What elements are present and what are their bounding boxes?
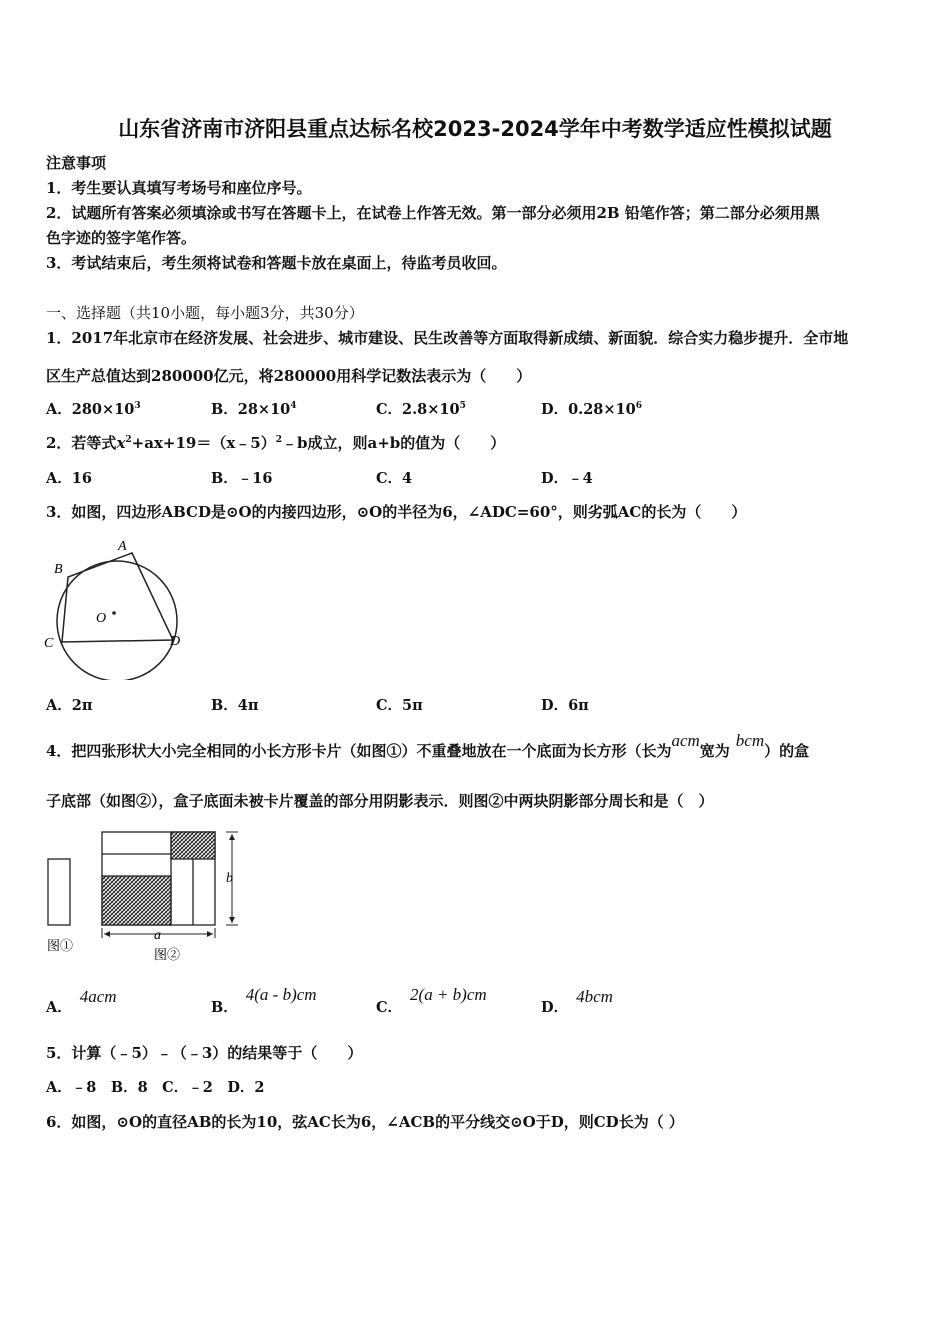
q1-option-b[interactable]: B．$28\times 10^4$	[211, 401, 297, 418]
quadrilateral-abcd	[62, 553, 173, 642]
page-title: 山东省济南市济阳县重点达标名校2023-2024学年中考数学适应性模拟试题	[118, 117, 832, 141]
notice-item-2-cont: 色字迹的签字笔作答。	[46, 229, 197, 247]
q4-line1: 4．把四张形状大小完全相同的小长方形卡片（如图①）不重叠地放在一个底面为长方形（长为acm宽为bcm）的盒	[46, 731, 810, 760]
q1-line2: 区生产总值达到280000亿元，将280000用科学记数法表示为（ ）	[46, 367, 532, 385]
q5-text: 5．计算（﹣5）﹣（﹣3）的结果等于（ ）	[46, 1044, 363, 1062]
label-a: a	[154, 928, 161, 943]
q1-option-c[interactable]: C．$2.8\times 10^5$	[376, 401, 466, 418]
shaded-top-right	[171, 832, 215, 859]
q4-line2: 子底部（如图②），盒子底面未被卡片覆盖的部分用阴影表示．则图②中两块阴影部分周长和是（ ）	[46, 792, 714, 810]
q1-line1: 1．2017年北京市在经济发展、社会进步、城市建设、民生改善等方面取得新成绩、新面貌．综合实力稳步提升．全市地	[46, 329, 849, 347]
q2-option-a[interactable]: A．16	[46, 470, 92, 487]
label-c: C	[44, 636, 54, 651]
q2-text: 2．若等式$x^2+ax+19=(x﹣5)^2﹣b$成立，则a+b的值为（ ）	[46, 434, 506, 452]
section-heading: 一、选择题（共10小题，每小题3分，共30分）	[46, 304, 364, 322]
fig1-caption: 图①	[47, 938, 74, 953]
q1-option-a[interactable]: A．$280\times 10^3$	[46, 401, 141, 418]
label-a: A	[118, 539, 127, 554]
q2-option-b[interactable]: B．﹣16	[211, 470, 273, 487]
q5-options[interactable]: A．﹣8 B．8 C．﹣2 D．2	[46, 1079, 265, 1096]
notice-item-3: 3．考试结束后，考生须将试卷和答题卡放在桌面上，待监考员收回。	[46, 254, 507, 272]
q3-option-a[interactable]: A．2π	[46, 697, 93, 714]
q4-card-figure	[44, 826, 254, 966]
center-dot	[112, 611, 116, 615]
label-d: D	[170, 634, 181, 649]
label-o: O	[96, 611, 107, 626]
q2-option-c[interactable]: C．4	[376, 470, 413, 487]
q1-option-d[interactable]: D．$0.28\times 10^6$	[541, 401, 642, 418]
q3-option-c[interactable]: C．5π	[376, 697, 423, 714]
fig1-card	[48, 859, 70, 925]
notice-item-1: 1．考生要认真填写考场号和座位序号。	[46, 179, 312, 197]
q6-text: 6．如图，⊙O的直径AB的长为10，弦AC长为6，∠ACB的平分线交⊙O于D，则CD长为（ ）	[46, 1113, 684, 1131]
q4-option-c[interactable]: C．2(a + b)cm	[376, 985, 487, 1016]
q3-option-d[interactable]: D．6π	[541, 697, 589, 714]
q4-option-a[interactable]: A．4acm	[46, 987, 117, 1016]
q3-option-b[interactable]: B．4π	[211, 697, 259, 714]
q2-option-d[interactable]: D．﹣4	[541, 470, 593, 487]
notice-heading: 注意事项	[46, 154, 107, 172]
q3-text: 3．如图，四边形ABCD是⊙O的内接四边形，⊙O的半径为6，∠ADC=60°，则劣弧AC的长为（ ）	[46, 503, 747, 521]
fig2-caption: 图②	[154, 947, 181, 962]
label-b: B	[54, 562, 63, 577]
q3-circle-figure	[40, 535, 190, 680]
q4-option-d[interactable]: D．4bcm	[541, 987, 613, 1016]
shaded-bottom-left	[102, 876, 171, 925]
circle-o	[57, 561, 177, 680]
label-b: b	[226, 871, 233, 886]
notice-item-2: 2．试题所有答案必须填涂或书写在答题卡上，在试卷上作答无效。第一部分必须用2B 铅笔作答；第二部分必须用黑	[46, 204, 820, 222]
q4-option-b[interactable]: B．4(a - b)cm	[211, 985, 317, 1016]
